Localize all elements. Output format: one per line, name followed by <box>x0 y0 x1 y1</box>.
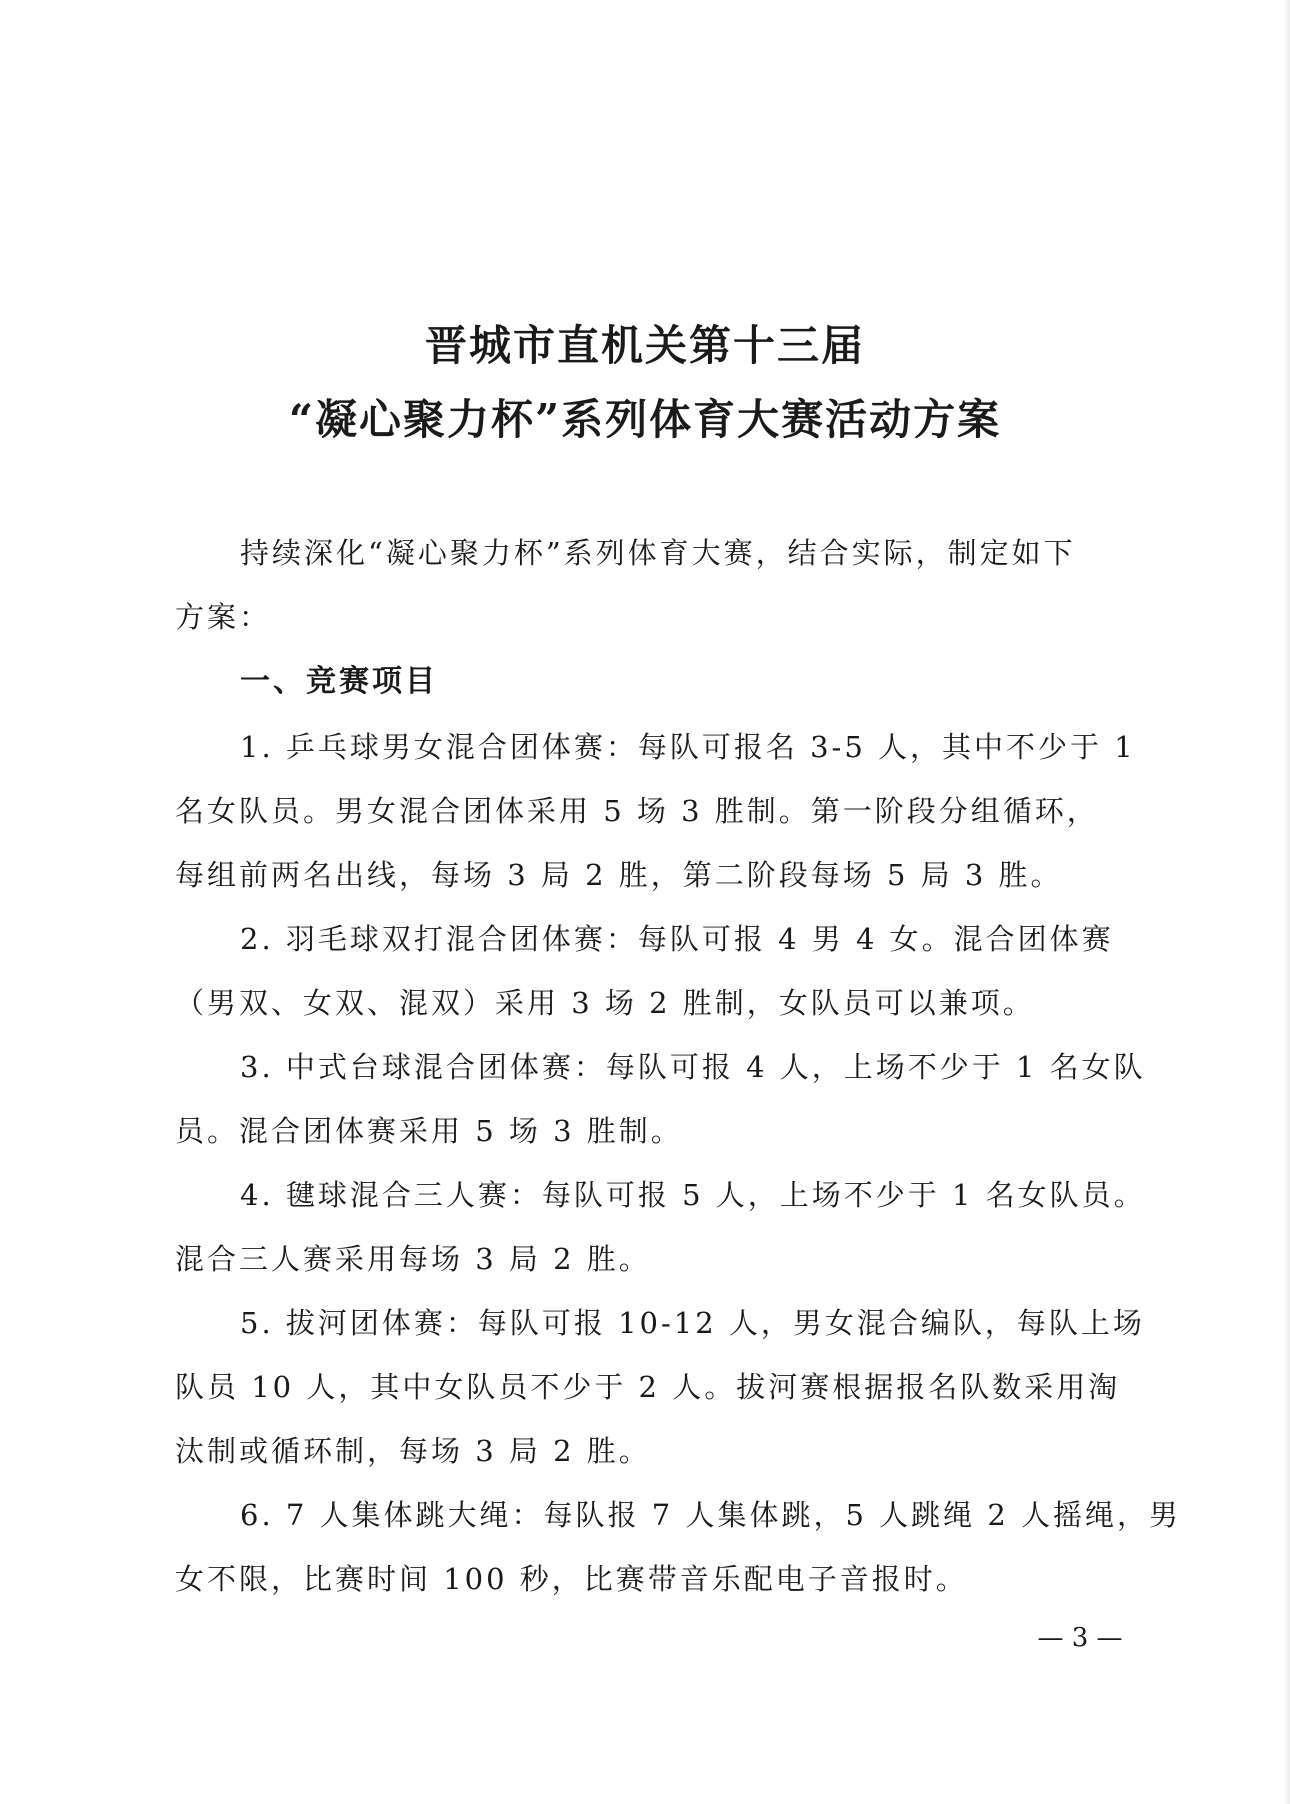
item-2-line-2: （男双、女双、混双）采用 3 场 2 胜制，女队员可以兼项。 <box>175 986 1035 1020</box>
item-1-line-2: 名女队员。男女混合团体采用 5 场 3 胜制。第一阶段分组循环， <box>175 794 1099 828</box>
document-title-line-1: 晋城市直机关第十三届 <box>424 321 865 370</box>
item-6-line-1: 6. 7 人集体跳大绳：每队报 7 人集体跳，5 人跳绳 2 人摇绳，男 <box>240 1498 1182 1532</box>
item-5-line-3: 汰制或循环制，每场 3 局 2 胜。 <box>175 1434 651 1468</box>
item-2-line-1: 2. 羽毛球双打混合团体赛：每队可报 4 男 4 女。混合团体赛 <box>240 922 1114 956</box>
item-1-line-1: 1. 乒乓球男女混合团体赛：每队可报名 3-5 人，其中不少于 1 <box>240 730 1136 764</box>
item-1-line-3: 每组前两名出线，每场 3 局 2 胜，第二阶段每场 5 局 3 胜。 <box>175 858 1063 892</box>
page-edge-shadow <box>1284 0 1290 1804</box>
item-4-line-2: 混合三人赛采用每场 3 局 2 胜。 <box>175 1242 651 1276</box>
document-title-line-2: “凝心聚力杯”系列体育大赛活动方案 <box>288 395 1002 444</box>
page-number: — 3 — <box>1037 1623 1123 1653</box>
item-5-line-2: 队员 10 人，其中女队员不少于 2 人。拔河赛根据报名队数采用淘 <box>175 1370 1121 1404</box>
item-4-line-1: 4. 毽球混合三人赛：每队可报 5 人，上场不少于 1 名女队员。 <box>240 1178 1146 1212</box>
item-3-line-2: 员。混合团体赛采用 5 场 3 胜制。 <box>175 1114 683 1148</box>
intro-paragraph-line-2: 方案： <box>175 600 272 634</box>
item-5-line-1: 5. 拔河团体赛：每队可报 10-12 人，男女混合编队，每队上场 <box>240 1306 1145 1340</box>
intro-paragraph-line-1: 持续深化“凝心聚力杯”系列体育大赛，结合实际，制定如下 <box>240 536 1076 570</box>
item-6-line-2: 女不限，比赛时间 100 秒，比赛带音乐配电子音报时。 <box>175 1562 968 1596</box>
item-3-line-1: 3. 中式台球混合团体赛：每队可报 4 人，上场不少于 1 名女队 <box>240 1050 1146 1084</box>
section-heading-competition-events: 一、竞赛项目 <box>240 664 438 699</box>
